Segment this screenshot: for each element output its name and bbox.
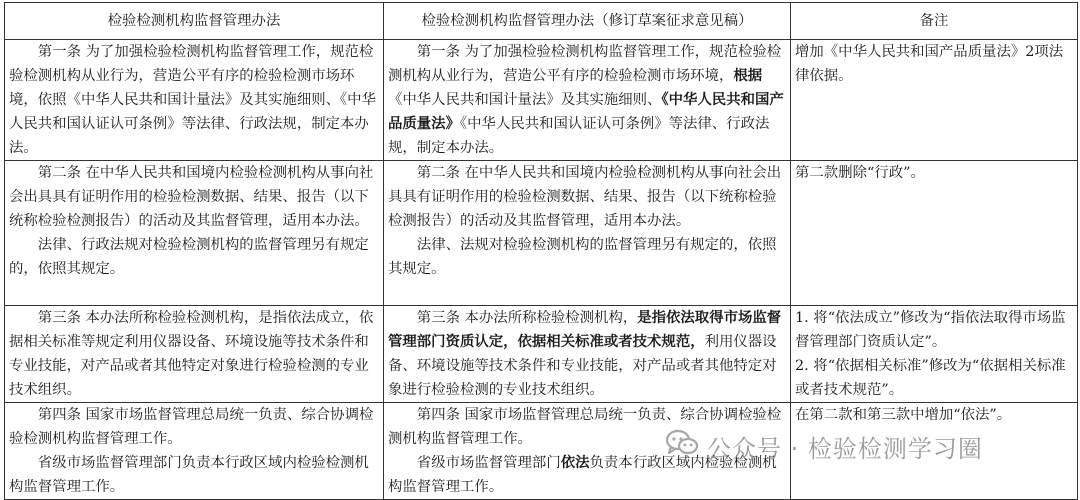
remark-item-1: 1. 将“依法成立”修改为“指依法取得市场监督管理部门资质认定”。 (795, 310, 1066, 350)
header-original-regulation: 检验检测机构监督管理办法 (5, 3, 384, 40)
draft-text: 第一条 为了加强检验检测机构监督管理工作，规范检验检测机构从业行为，营造公平有序的检验检测市场环境， (388, 44, 782, 84)
draft-change-highlight: 依法 (560, 454, 590, 471)
article-2-draft (384, 161, 791, 306)
article-3-original (5, 306, 384, 403)
article-1-remark (791, 40, 1078, 161)
article-3-original-para: 第三条 本办法所称检验检测机构，是指依法成立，依据相关标准等规定利用仪器设备、环境设施等技术条件和专业技能，对产品或者其他特定对象进行检验检测的专业技术组织。 (9, 310, 374, 398)
table-row (5, 403, 1078, 500)
draft-change-highlight: 根据 (733, 67, 763, 84)
article-4-original-para-2: 省级市场监督管理部门负责本行政区域内检验检测机构监督管理工作。 (9, 455, 369, 495)
article-3-remark (791, 306, 1078, 403)
article-4-draft (384, 403, 791, 500)
draft-text: 《中华人民共和国计量法》及其实施细则、 (388, 92, 662, 108)
draft-text: 第三条 本办法所称检验检测机构， (416, 310, 638, 326)
article-2-original-para-2: 法律、行政法规对检验检测机构的监督管理另有规定的，依照其规定。 (9, 237, 369, 277)
article-4-original-para-1: 第四条 国家市场监督管理总局统一负责、综合协调检验检测机构监督管理工作。 (9, 407, 374, 447)
article-2-draft-para-1: 第二条 在中华人民共和国境内检验检测机构从事向社会出具具有证明作用的检验检测数据、结果、报告（以下统称检验检测报告）的活动及其监督管理，适用本办法。 (388, 165, 782, 229)
draft-text: 《中华人民共和国认证认可条例》等法律、行政法规，制定本办法。 (388, 116, 770, 156)
regulation-comparison-table (4, 2, 1078, 500)
article-4-original (5, 403, 384, 500)
table-row (5, 306, 1078, 403)
article-4-draft-para-1: 第四条 国家市场监督管理总局统一负责、综合协调检验检测机构监督管理工作。 (388, 407, 782, 447)
article-1-original (5, 40, 384, 161)
draft-change-highlight: 《中华人民共和国产品质量法》 (388, 91, 784, 132)
header-remarks: 备注 (791, 3, 1078, 40)
article-3-draft-para (388, 306, 786, 402)
remark-text: 增加《中华人民共和国产品质量法》2项法律依据。 (795, 44, 1064, 84)
article-2-draft-para-2: 法律、法规对检验检测机构的监督管理另有规定的，依照其规定。 (388, 237, 777, 277)
remark-text: 第二款删除“行政”。 (795, 165, 925, 181)
table-row (5, 161, 1078, 306)
header-row (5, 3, 1078, 40)
article-2-original (5, 161, 384, 306)
article-1-draft-para (388, 40, 786, 160)
draft-text: 负责本行政区域内检验检测机构监督管理工作。 (388, 455, 777, 495)
watermark-text: 公众号 · 检验检测学习圈 (707, 434, 983, 463)
article-1-draft (384, 40, 791, 161)
article-4-remark (791, 403, 1078, 500)
draft-text: 利用仪器设备、环境设施等技术条件和专业技能，对产品或者其他特定对象进行检验检测的专业技术组织。 (388, 334, 777, 398)
draft-text: 省级市场监督管理部门 (416, 455, 561, 471)
remark-item-2: 2. 将“依据相关标准”修改为“依据相关标准或者技术规范”。 (795, 358, 1066, 398)
article-1-original-para: 第一条 为了加强检验检测机构监督管理工作，规范检验检测机构从业行为，营造公平有序的检验检测市场环境，依照《中华人民共和国计量法》及其实施细则、《中华人民共和国认证认可条例》等法律、行政法规，制定本办法。 (9, 44, 376, 156)
article-2-remark (791, 161, 1078, 306)
draft-change-highlight: 是指依法取得市场监督管理部门资质认定，依据相关标准或者技术规范， (388, 309, 782, 350)
article-2-original-para-1: 第二条 在中华人民共和国境内检验检测机构从事向社会出具具有证明作用的检验检测数据、结果、报告（以下统称检验检测报告）的活动及其监督管理，适用本办法。 (9, 165, 374, 229)
article-4-draft-para-2 (388, 451, 786, 499)
article-3-draft (384, 306, 791, 403)
remark-text: 在第二款和第三款中增加“依法”。 (795, 407, 1012, 423)
header-revision-draft: 检验检测机构监督管理办法（修订草案征求意见稿） (384, 3, 791, 40)
table-row (5, 40, 1078, 161)
